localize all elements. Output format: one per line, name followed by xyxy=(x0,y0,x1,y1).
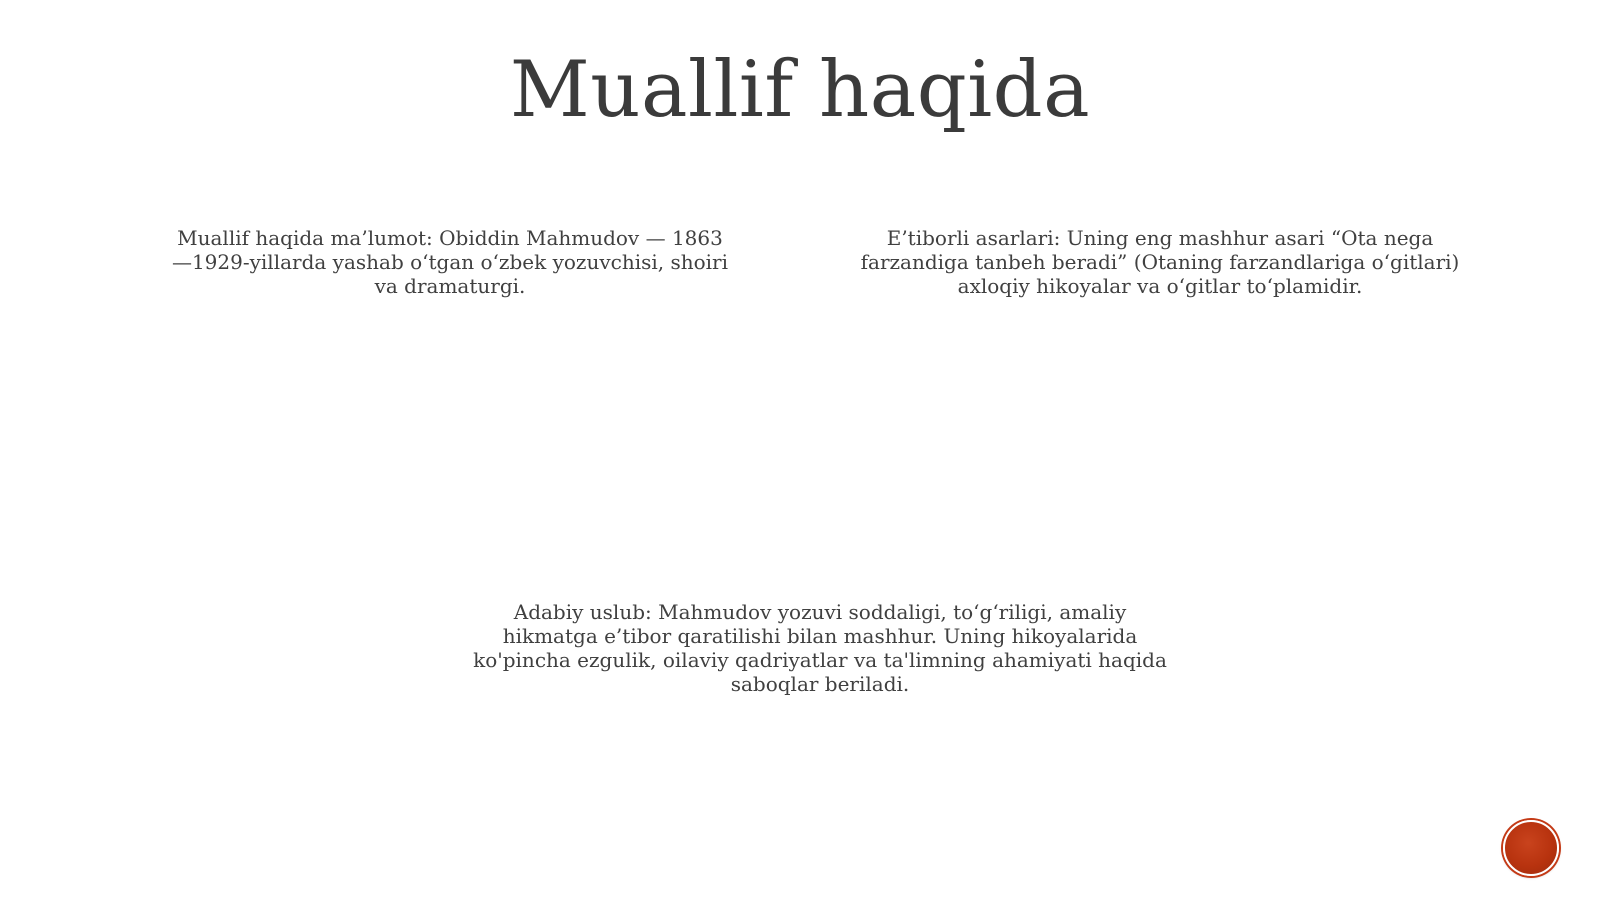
literary-style-text: Adabiy uslub: Mahmudov yozuvi soddaligi, to‘g‘riligi, amaliy hikmatga e’tibor qaratilishi bilan mashhur. Uning hikoyalarida ko'pincha ezgulik, oilaviy qadriyatlar va ta'limning ahamiyati haqida saboqlar beriladi. xyxy=(473,600,1167,696)
circle-button-icon[interactable] xyxy=(1503,820,1559,876)
slide-title: Muallif haqida xyxy=(509,45,1091,135)
author-info-text: Muallif haqida ma’lumot: Obiddin Mahmudov — 1863—1929-yillarda yashab o‘tgan o‘zbek yozuvchisi, shoiri va dramaturgi. xyxy=(171,226,729,298)
notable-works-text: E’tiborli asarlari: Uning eng mashhur asari “Ota nega farzandiga tanbeh beradi” (Otaning farzandlariga o‘gitlari) axloqiy hikoyalar va o‘gitlar to‘plamidir. xyxy=(860,226,1460,298)
